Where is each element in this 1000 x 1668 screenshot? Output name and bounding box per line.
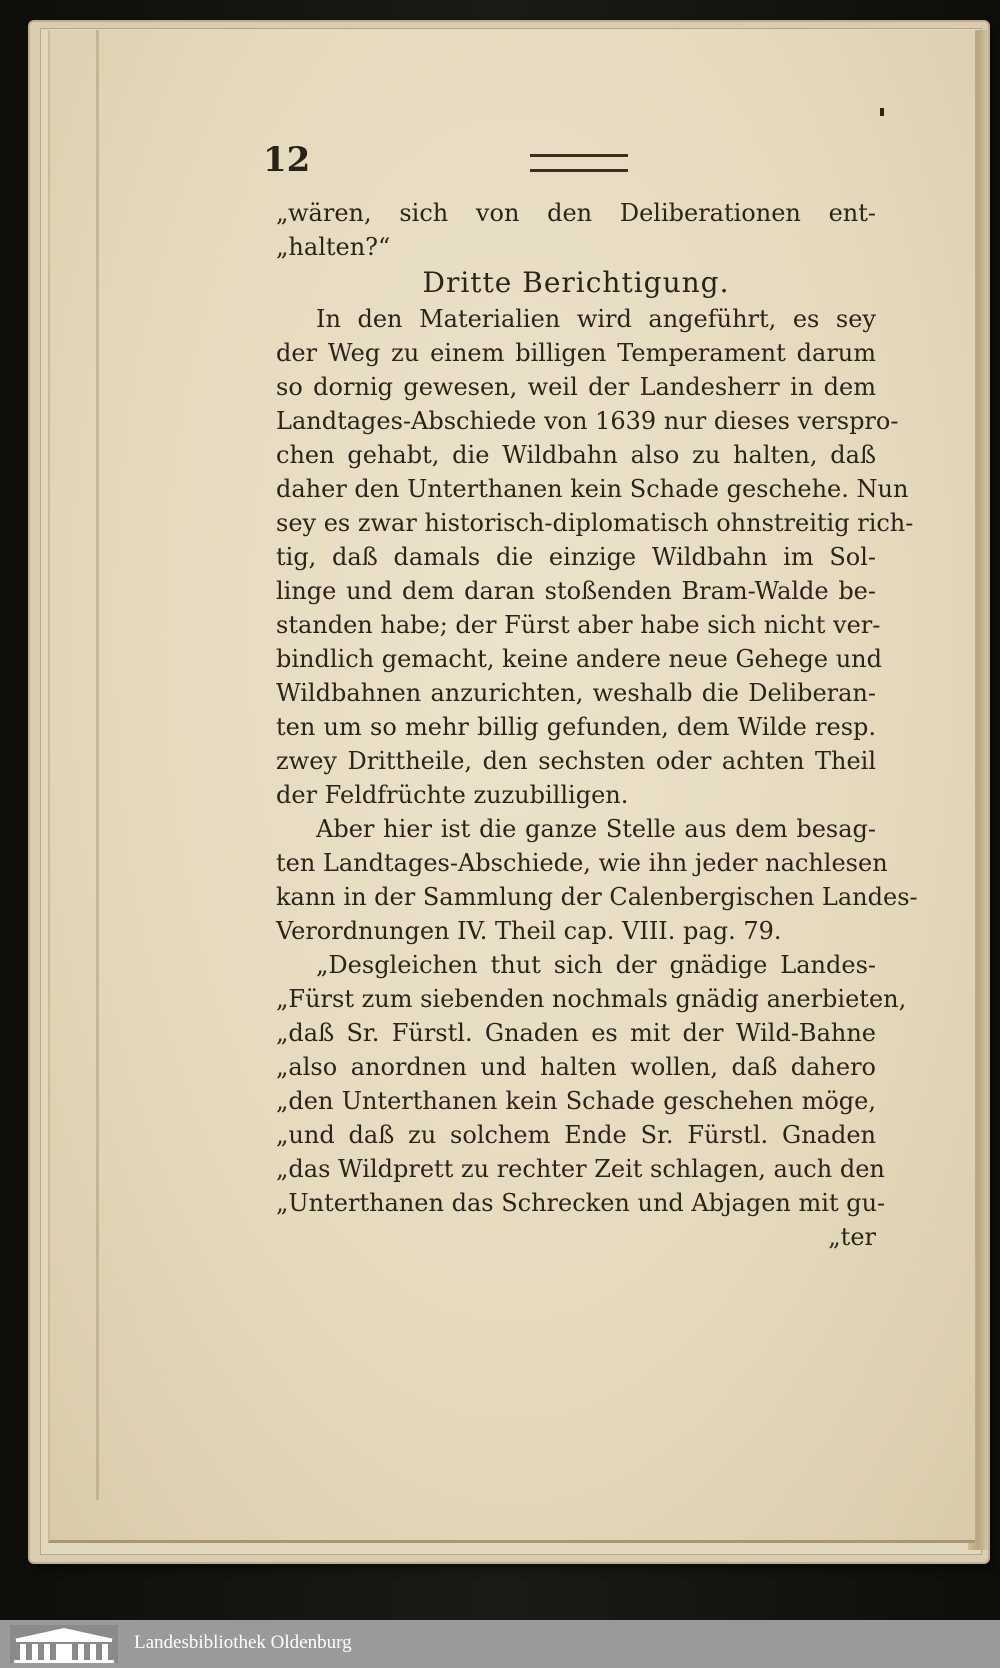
text-line: kann in der Sammlung der Calenbergischen Landes- — [276, 883, 918, 911]
text-line: daher den Unterthanen kein Schade geschehe. Nun — [276, 475, 909, 503]
library-building-icon — [10, 1625, 118, 1663]
text-line: „wären, sich von den Deliberationen ent- — [276, 199, 876, 227]
text-line: bindlich gemacht, keine andere neue Gehege und — [276, 645, 882, 673]
text-line: Verordnungen IV. Theil cap. VIII. pag. 79. — [276, 917, 782, 945]
text-line: sey es zwar historisch-diplomatisch ohnstreitig rich- — [276, 509, 914, 537]
page-number: 12 — [263, 140, 311, 180]
text-line: der Weg zu einem billigen Temperament darum — [276, 339, 876, 367]
text-line: „daß Sr. Fürstl. Gnaden es mit der Wild-Bahne — [276, 1019, 876, 1047]
header-ornament — [530, 154, 628, 172]
text-line: Wildbahnen anzurichten, weshalb die Deliberan- — [276, 679, 876, 707]
text-line: Aber hier ist die ganze Stelle aus dem besag- — [316, 815, 876, 843]
text-line: so dornig gewesen, weil der Landesherr in dem — [276, 373, 876, 401]
text-line: „Desgleichen thut sich der gnädige Landes- — [316, 951, 876, 979]
text-line: „Fürst zum siebenden nochmals gnädig anerbieten, — [276, 985, 907, 1013]
text-line: chen gehabt, die Wildbahn also zu halten, daß — [276, 441, 876, 469]
text-line: ten Landtages-Abschiede, wie ihn jeder nachlesen — [276, 849, 888, 877]
text-line: In den Materialien wird angeführt, es sey — [316, 305, 876, 333]
text-line: standen habe; der Fürst aber habe sich nicht ver- — [276, 611, 881, 639]
ink-speck — [880, 108, 884, 116]
text-line: Landtages-Abschiede von 1639 nur dieses verspro- — [276, 407, 899, 435]
text-line: „halten?“ — [276, 233, 391, 261]
footer-bar — [0, 1620, 1000, 1668]
text-line: der Feldfrüchte zuzubilligen. — [276, 781, 629, 809]
text-line: „den Unterthanen kein Schade geschehen möge, — [276, 1087, 876, 1115]
text-line: „und daß zu solchem Ende Sr. Fürstl. Gnaden — [276, 1121, 876, 1149]
text-line: „Unterthanen das Schrecken und Abjagen mit gu- — [276, 1189, 886, 1217]
text-line: „also anordnen und halten wollen, daß dahero — [276, 1053, 876, 1081]
page-fold — [96, 30, 99, 1500]
text-line: tig, daß damals die einzige Wildbahn im Sol- — [276, 543, 876, 571]
text-line: „das Wildprett zu rechter Zeit schlagen, auch den — [276, 1155, 885, 1183]
library-name: Landesbibliothek Oldenburg — [134, 1632, 352, 1653]
text-line: ten um so mehr billig gefunden, dem Wilde resp. — [276, 713, 876, 741]
section-heading: Dritte Berichtigung. — [422, 266, 730, 299]
page-text — [276, 196, 918, 1254]
text-line: linge und dem daran stoßenden Bram-Walde be- — [276, 577, 876, 605]
catchword: „ter — [828, 1223, 876, 1251]
text-line: zwey Drittheile, den sechsten oder achten Theil — [276, 747, 876, 775]
